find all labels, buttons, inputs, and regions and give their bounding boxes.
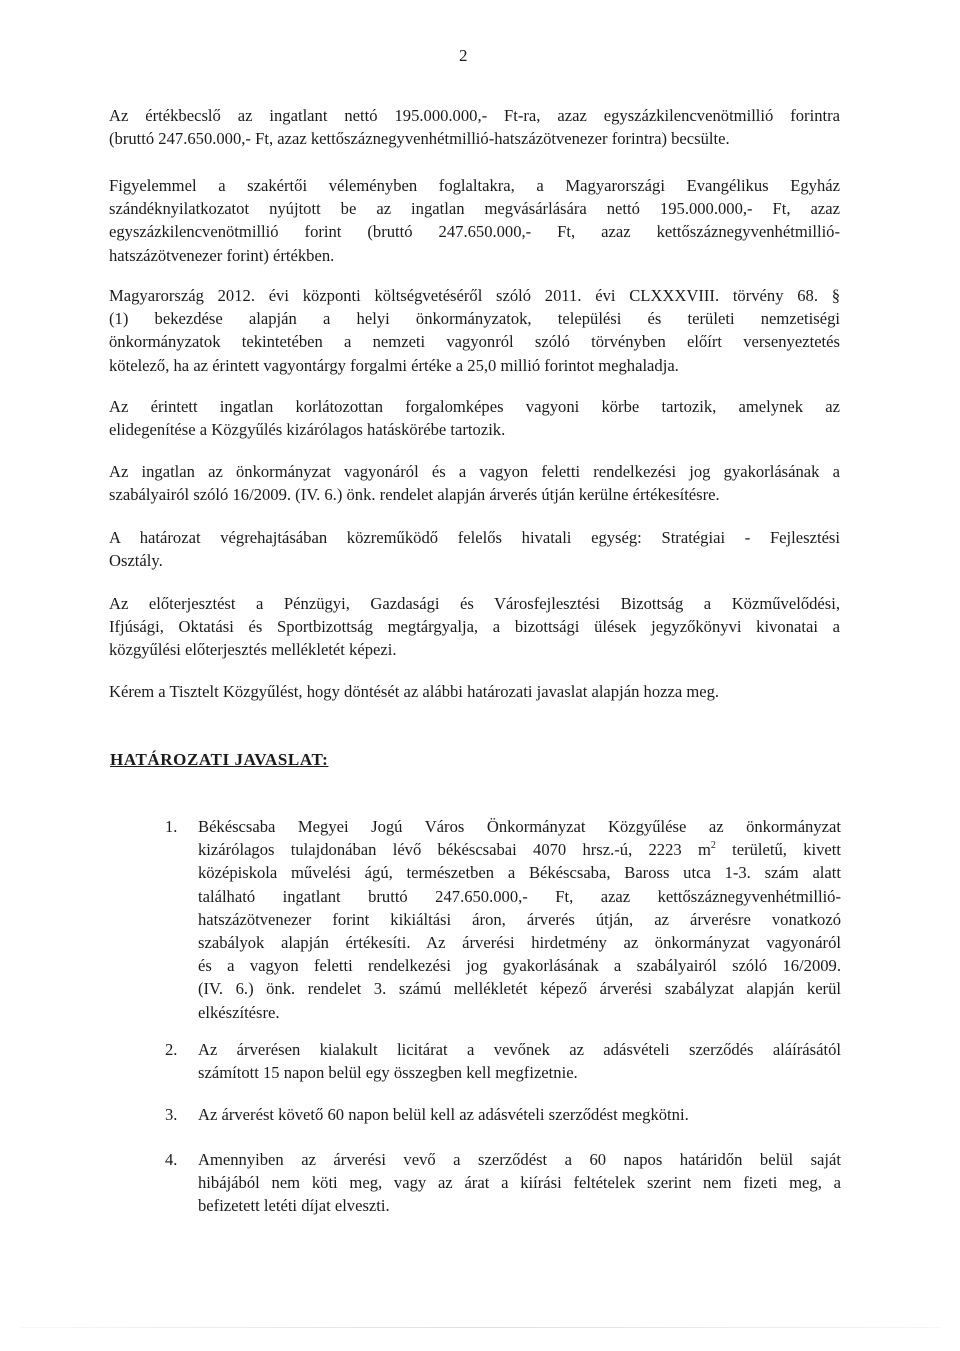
item-number: 2. bbox=[165, 1040, 178, 1059]
paragraph-responsible-unit bbox=[109, 526, 840, 572]
superscript: 2 bbox=[710, 840, 716, 852]
item-text bbox=[198, 1103, 841, 1126]
resolution-heading: HATÁROZATI JAVASLAT: bbox=[110, 750, 329, 769]
text-line: Békéscsaba Megyei Jogú Város Önkormányzat Közgyűlése az önkormányzat bbox=[198, 817, 841, 836]
item-number: 4. bbox=[165, 1150, 178, 1169]
paragraph-committees bbox=[109, 592, 840, 662]
text-line: befizetett letéti díjat elveszti. bbox=[198, 1196, 390, 1216]
text-line: Kérem a Tisztelt Közgyűlést, hogy döntését az alábbi határozati javaslat alapján hozza meg. bbox=[109, 682, 720, 701]
paragraph-church-intent bbox=[109, 174, 840, 267]
text-line: (bruttó 247.650.000,- Ft, azaz kettőszáznegyvenhétmillió-hatszázötvenezer forintra) becsülte. bbox=[109, 129, 730, 149]
text-line: számított 15 napon belül egy összegben kell megfizetnie. bbox=[198, 1063, 578, 1083]
text-line: Az előterjesztést a Pénzügyi, Gazdasági és Városfejlesztési Bizottság a Közművelődési, bbox=[109, 594, 840, 613]
text-line: és a vagyon feletti rendelkezési jog gyakorlásának a szabályairól szóló 16/2009. bbox=[198, 956, 841, 976]
item-text bbox=[198, 1148, 841, 1218]
paragraph-budget-law bbox=[109, 284, 840, 377]
text-line: A határozat végrehajtásában közreműködő felelős hivatali egység: Stratégiai - Fejlesztési bbox=[109, 528, 840, 547]
text-line: elkészítésre. bbox=[198, 1002, 280, 1022]
text-line-part: területű, kivett bbox=[715, 840, 841, 860]
paragraph-valuation bbox=[109, 104, 840, 150]
text-line: szabályok alapján értékesíti. Az árverési hirdetmény az önkormányzat vagyonáról bbox=[198, 933, 841, 953]
text-line: található ingatlant bruttó 247.650.000,- Ft, azaz kettőszáznegyvenhétmillió- bbox=[198, 886, 841, 906]
paragraph-auction-basis bbox=[109, 460, 840, 506]
text-line-part: kizárólagos tulajdonában lévő békéscsabai 4070 hrsz.-ú, 2223 m bbox=[198, 840, 711, 860]
page-number: 2 bbox=[459, 46, 468, 65]
text-line: kötelező, ha az érintett vagyontárgy forgalmi értéke a 25,0 millió forintot meghaladja. bbox=[109, 355, 679, 375]
text-line: hatszázötvenezer forint kikiáltási áron, árverés útján, az árverésre vonatkozó bbox=[198, 909, 841, 929]
text-line: elidegenítése a Közgyűlés kizárólagos hatáskörébe tartozik. bbox=[109, 420, 506, 440]
text-line: Az árverést követő 60 napon belül kell az adásvételi szerződést megkötni. bbox=[198, 1105, 689, 1124]
scan-edge-line bbox=[20, 1327, 940, 1328]
text-line: közgyűlési előterjesztés mellékletét képezi. bbox=[109, 640, 397, 660]
text-line: Figyelemmel a szakértői véleményben foglaltakra, a Magyarországi Evangélikus Egyház bbox=[109, 176, 840, 195]
text-line: középiskola művelési ágú, természetben a Békéscsaba, Baross utca 1-3. szám alatt bbox=[198, 863, 841, 883]
item-number: 3. bbox=[165, 1105, 178, 1124]
item-text bbox=[198, 1038, 841, 1084]
paragraph-property-category bbox=[109, 395, 840, 441]
paragraph-request bbox=[109, 680, 840, 703]
text-line: egyszázkilencvenötmillió forint (bruttó 247.650.000,- Ft, azaz kettőszáznegyvenhétmillió- bbox=[109, 222, 840, 242]
text-line: Az értékbecslő az ingatlant nettó 195.000.000,- Ft-ra, azaz egyszázkilencvenötmillió forintra bbox=[109, 106, 840, 125]
text-line: önkormányzatok tekintetében a nemzeti vagyonról szóló törvényben előírt versenyeztetés bbox=[109, 332, 840, 352]
item-number: 1. bbox=[165, 817, 178, 836]
text-line: Magyarország 2012. évi központi költségvetéséről szóló 2011. évi CLXXXVIII. törvény 68. § bbox=[109, 286, 840, 305]
text-line: Osztály. bbox=[109, 551, 163, 571]
text-line: Az érintett ingatlan korlátozottan forgalomképes vagyoni körbe tartozik, amelynek az bbox=[109, 397, 840, 416]
text-line: hatszázötvenezer forint) értékben. bbox=[109, 245, 335, 265]
text-line: (IV. 6.) önk. rendelet 3. számú mellékletét képező árverési szabályzat alapján kerül bbox=[198, 979, 841, 999]
text-line: szándéknyilatkozatot nyújtott be az ingatlan megvásárlására nettó 195.000.000,- Ft, azaz bbox=[109, 199, 840, 219]
text-line: Amennyiben az árverési vevő a szerződést a 60 napos határidőn belül saját bbox=[198, 1150, 841, 1169]
text-line: Ifjúsági, Oktatási és Sportbizottság megtárgyalja, a bizottsági ülések jegyzőkönyvi kivonatai a bbox=[109, 617, 840, 637]
text-line: hibájából nem köti meg, vagy az árat a kiírási feltételek szerint nem fizeti meg, a bbox=[198, 1173, 841, 1193]
text-line: szabályairól szóló 16/2009. (IV. 6.) önk. rendelet alapján árverés útján kerülne értékesítésre. bbox=[109, 485, 720, 505]
item-text bbox=[198, 815, 841, 1024]
text-line: Az árverésen kialakult licitárat a vevőnek az adásvételi szerződés aláírásától bbox=[198, 1040, 841, 1059]
text-line: Az ingatlan az önkormányzat vagyonáról és a vagyon feletti rendelkezési jog gyakorlásának a bbox=[109, 462, 840, 481]
text-line: (1) bekezdése alapján a helyi önkormányzatok, települési és területi nemzetiségi bbox=[109, 309, 840, 329]
text-line bbox=[198, 838, 841, 861]
